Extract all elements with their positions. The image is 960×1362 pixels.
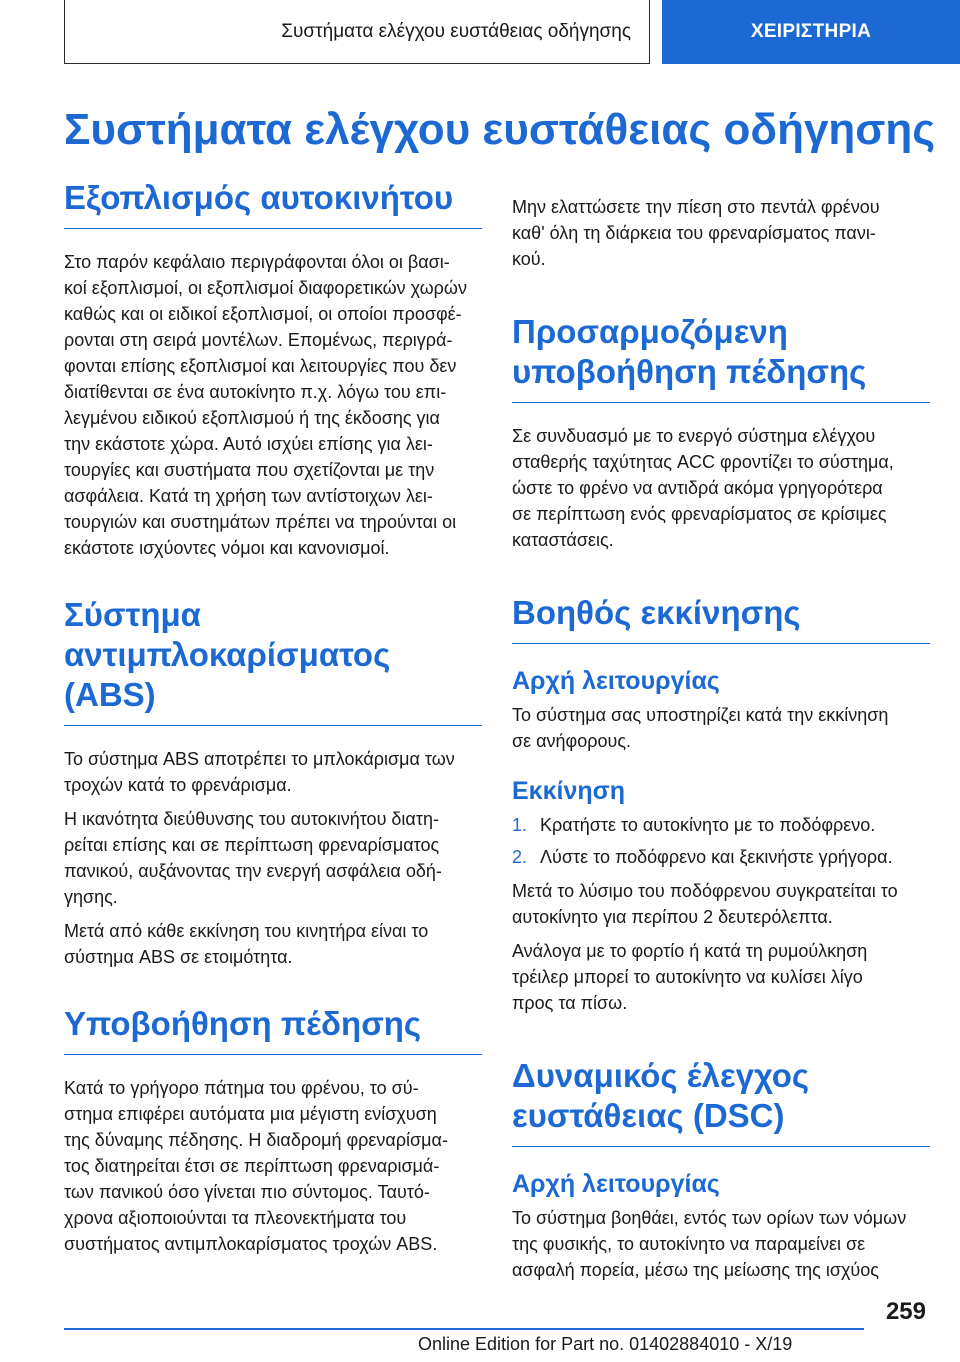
hill-start-title: Εκκίνηση: [512, 777, 626, 805]
section-tab[interactable]: [662, 0, 960, 64]
hill-principle-paragraph: Το σύστημα σας υποστηρίζει κατά την εκκίνηση σε ανήφορους.: [512, 705, 889, 751]
section-title-equipment: Εξοπλισμός αυτοκινήτου: [64, 178, 482, 229]
dsc-paragraph: Το σύστημα βοηθάει, εντός των ορίων των νόμων της φυσικής, το αυτοκίνητο να παραμείνει σε ασφαλή πορεία, μέσω της μείωσης της ισχύος: [512, 1208, 907, 1280]
chapter-title: Συστήματα ελέγχου ευστάθειας οδήγησης: [281, 20, 631, 42]
left-column: [64, 178, 482, 1257]
abs-paragraph-3: Μετά από κάθε εκκίνηση του κινητήρα είναι το σύστημα ABS σε ετοιμότητα.: [64, 921, 429, 967]
continued-paragraph: Μην ελαττώσετε την πίεση στο πεντάλ φρένου καθ' όλη τη διάρκεια του φρεναρίσματος πανι‐ κού.: [512, 197, 880, 269]
hill-principle-title: Αρχή λειτουργίας: [512, 667, 720, 695]
section-title-adaptive-brake-assist: Προσαρμοζόμενη υποβοήθηση πέδησης: [512, 312, 930, 403]
list-item: 1. Κρατήστε το αυτοκίνητο με το ποδόφρενο.: [512, 815, 876, 835]
footer-divider: [64, 1328, 864, 1330]
hill-after-paragraph-2: Ανάλογα με το φορτίο ή κατά τη ρυμούλκηση τρέιλερ μπορεί το αυτοκίνητο να κυλίσει λίγο προς τα πίσω.: [512, 941, 868, 1013]
section-title-hill-start: Βοηθός εκκίνησης: [512, 593, 930, 644]
list-item: 2. Λύστε το ποδόφρενο και ξεκινήστε γρήγορα.: [512, 847, 893, 867]
abs-paragraph-2: Η ικανότητα διεύθυνσης του αυτοκινήτου διατη‐ ρείται επίσης και σε περίπτωση φρεναρίσματος πανικού, αυξάνοντας την ενεργή ασφάλεια οδή‐ γησης.: [64, 809, 442, 907]
section-title-dsc: Δυναμικός έλεγχος ευστάθειας (DSC): [512, 1056, 930, 1147]
hill-steps-list: [512, 812, 930, 870]
page-number: 259: [885, 1298, 926, 1325]
section-tab-label: ΧΕΙΡΙΣΤΗΡΙΑ: [750, 21, 872, 42]
edition-footer: Online Edition for Part no. 01402884010 - X/19: [418, 1334, 793, 1354]
brake-assist-paragraph: Κατά το γρήγορο πάτημα του φρένου, το σύ‐ στημα επιφέρει αυτόματα μια μέγιστη ενίσχυση της δύναμης πέδησης. Η διαδρομή φρεναρίσμα‐ τος διατηρείται έτσι σε περίπτωση φρεναρισμά‐ των πανικού όσο γίνεται πιο σύντομος. Ταυτό‐ χρονα αξιοποιούνται τα πλεονεκτήματα του συστήματος αντιμπλοκαρίσματος τροχών ABS.: [64, 1078, 448, 1254]
hill-after-paragraph-1: Μετά το λύσιμο του ποδόφρενου συγκρατείται το αυτοκίνητο για περίπου 2 δευτερόλεπτα.: [512, 881, 898, 927]
dsc-principle-title: Αρχή λειτουργίας: [512, 1170, 720, 1198]
section-title-brake-assist: Υποβοήθηση πέδησης: [64, 1004, 482, 1055]
abs-paragraph-1: Το σύστημα ABS αποτρέπει το μπλοκάρισμα των τροχών κατά το φρενάρισμα.: [64, 749, 455, 795]
chapter-header: [64, 0, 650, 64]
equipment-paragraph: Στο παρόν κεφάλαιο περιγράφονται όλοι οι βασι‐ κοί εξοπλισμοί, οι εξοπλισμοί διαφορετικών χωρών καθώς και οι ειδικοί εξοπλισμοί, οι οποίοι προσφέ‐ ρονται στη σειρά μοντέλων. Επομένως, περιγρά‐ φονται επίσης εξοπλισμοί και λειτουργίες που δεν διατίθενται σε ένα αυτοκίνητο π.χ. λόγω του επι‐ λεγμένου ειδικού εξοπλισμού ή της έκδοσης για την εκάστοτε χώρα. Αυτό ισχύει επίσης για λει‐ τουργίες και συστήματα που σχετίζονται με την ασφάλεια. Κατά τη χρήση των αντίστοιχων λει‐ τουργιών και συστημάτων πρέπει να τηρούνται οι εκάστοτε ισχύοντες νόμοι και κανονισμοί.: [64, 252, 467, 558]
page-title: Συστήματα ελέγχου ευστάθειας οδήγησης: [64, 105, 936, 154]
adaptive-paragraph: Σε συνδυασμό με το ενεργό σύστημα ελέγχου σταθερής ταχύτητας ACC φροντίζει το σύστημα, ώστε το φρένο να αντιδρά ακόμα γρηγορότερα σε περίπτωση ενός φρεναρίσματος σε κρίσιμες καταστάσεις.: [512, 426, 894, 550]
right-column: [512, 194, 930, 1283]
section-title-abs: Σύστημα αντιμπλοκαρίσματος (ABS): [64, 595, 482, 726]
